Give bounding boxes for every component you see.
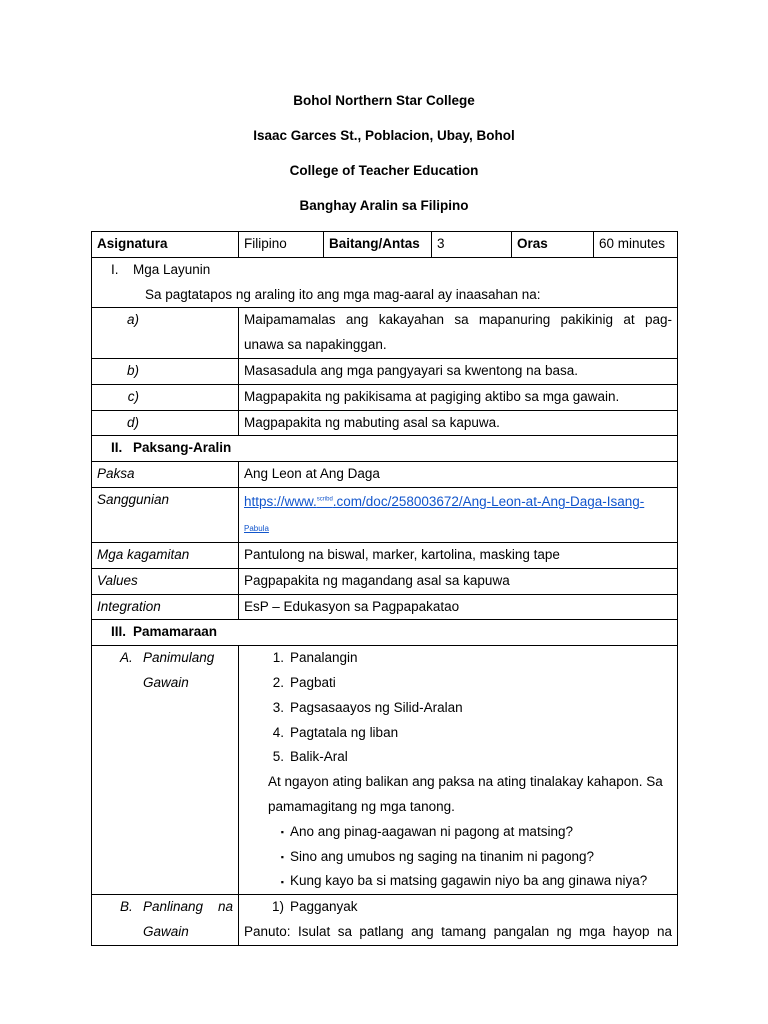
bullet-icon: ▪	[280, 826, 284, 837]
procedure-content	[239, 895, 678, 946]
lesson-plan-table	[91, 231, 678, 946]
grade-value: 3	[432, 232, 512, 258]
step-number: 5.	[272, 749, 284, 765]
review-paragraph-line: At ngayon ating balikan ang paksa na ating tinalakay kahapon. Sa	[268, 774, 663, 790]
objective-letter: d)	[92, 410, 239, 436]
sub-heading	[244, 895, 672, 920]
step-number: 3.	[272, 699, 284, 715]
step-item	[244, 721, 672, 746]
objective-letter: a)	[92, 308, 239, 359]
objectives-section	[92, 257, 678, 308]
question-item	[244, 820, 672, 845]
objective-row	[92, 384, 678, 410]
procedure-label	[92, 646, 239, 895]
question-item	[244, 869, 672, 894]
info-row	[92, 232, 678, 258]
section-title: Mga Layunin	[133, 261, 211, 277]
objective-row	[92, 358, 678, 384]
question-text: Kung kayo ba si matsing gagawin niyo ba ang ginawa niya?	[290, 873, 648, 889]
row-label: Values	[92, 568, 239, 594]
row-value: EsP – Edukasyon sa Pagpapakatao	[239, 594, 678, 620]
question-item	[244, 845, 672, 870]
college-address: Isaac Garces St., Poblacion, Ubay, Bohol	[253, 128, 515, 143]
bullet-icon: ▪	[280, 876, 284, 887]
step-text: Pagbati	[290, 675, 336, 691]
objective-text-line: unawa sa napakinggan.	[244, 337, 387, 353]
procedure-content	[239, 646, 678, 895]
objective-text-line: Maipamamalas ang kakayahan sa mapanuring pakikinig at pag-	[244, 312, 672, 328]
step-number: 4.	[272, 724, 284, 740]
row-value: Pagpapakita ng magandang asal sa kapuwa	[239, 568, 678, 594]
step-item	[244, 696, 672, 721]
instruction-text: Panuto: Isulat sa patlang ang tamang pangalan ng mga hayop na	[244, 924, 672, 940]
time-value: 60 minutes	[594, 232, 678, 258]
procedure-section	[92, 620, 678, 646]
procedure-label-line	[120, 895, 233, 920]
objective-letter: b)	[92, 358, 239, 384]
sub-number: 1)	[271, 899, 284, 915]
subject-label: Asignatura	[92, 232, 239, 258]
college-name: Bohol Northern Star College	[293, 93, 475, 108]
objectives-heading	[97, 258, 672, 283]
link-part: .com/doc/258003672/Ang-Leon-at-Ang-Daga-Isang-	[332, 494, 645, 510]
step-text: Panalangin	[290, 650, 358, 666]
subject-matter-row	[92, 462, 678, 488]
step-item	[244, 646, 672, 671]
row-value: Ang Leon at Ang Daga	[239, 462, 678, 488]
objective-text: Magpapakita ng pakikisama at pagiging aktibo sa mga gawain.	[239, 384, 678, 410]
review-paragraph-line: pamamagitang ng mga tanong.	[268, 799, 455, 815]
sub-heading-text: Pagganyak	[290, 899, 358, 915]
row-label: Sanggunian	[92, 487, 239, 542]
step-text: Balik-Aral	[290, 749, 348, 765]
procedure-label-text: Panimulang	[143, 650, 215, 666]
procedure-row	[92, 895, 678, 946]
procedure-letter: B.	[120, 899, 133, 915]
procedure-label-text: Panlinang na	[143, 899, 233, 915]
row-label: Paksa	[92, 462, 239, 488]
subject-matter-row	[92, 568, 678, 594]
subject-matter-row	[92, 543, 678, 569]
section-numeral: III.	[111, 624, 127, 640]
procedure-label-text: Gawain	[143, 675, 189, 691]
subject-matter-row	[92, 487, 678, 542]
subject-value: Filipino	[239, 232, 324, 258]
document-title: Banghay Aralin sa Filipino	[299, 198, 469, 213]
link-part: https://www.	[244, 494, 317, 510]
objectives-header	[92, 257, 678, 308]
procedure-heading	[92, 620, 678, 646]
row-label: Integration	[92, 594, 239, 620]
question-text: Sino ang umubos ng saging na tinanim ni pagong?	[290, 848, 594, 864]
row-value: Pantulong na biswal, marker, kartolina, masking tape	[239, 543, 678, 569]
objective-row	[92, 308, 678, 359]
question-text: Ano ang pinag-aagawan ni pagong at matsing?	[290, 823, 573, 839]
step-number: 2.	[272, 675, 284, 691]
subject-matter-section	[92, 436, 678, 462]
section-title: Paksang-Aralin	[133, 440, 232, 456]
procedure-label	[92, 895, 239, 946]
objective-text: Masasadula ang mga pangyayari sa kwentong na basa.	[239, 358, 678, 384]
step-item	[244, 671, 672, 696]
objective-text: Magpapakita ng mabuting asal sa kapuwa.	[239, 410, 678, 436]
time-label: Oras	[512, 232, 594, 258]
bullet-icon: ▪	[280, 851, 284, 862]
step-number: 1.	[272, 650, 284, 666]
department-name: College of Teacher Education	[289, 163, 479, 178]
objective-text	[239, 308, 678, 359]
section-numeral: II.	[111, 440, 123, 456]
objective-row	[92, 410, 678, 436]
subject-matter-heading	[92, 436, 678, 462]
step-text: Pagtatala ng liban	[290, 724, 399, 740]
section-numeral: I.	[111, 261, 119, 277]
procedure-label-text: Gawain	[143, 924, 189, 940]
subject-matter-row	[92, 594, 678, 620]
objective-letter: c)	[92, 384, 239, 410]
step-item	[244, 745, 672, 770]
grade-label: Baitang/Antas	[324, 232, 432, 258]
step-text: Pagsasaayos ng Silid-Aralan	[290, 699, 463, 715]
section-title: Pamamaraan	[133, 624, 218, 640]
row-label: Mga kagamitan	[92, 543, 239, 569]
reference-cell	[239, 487, 678, 542]
procedure-row	[92, 646, 678, 895]
procedure-label-line	[120, 646, 233, 671]
link-part: Pabula	[244, 524, 269, 534]
procedure-letter: A.	[120, 650, 133, 666]
reference-link[interactable]	[244, 494, 644, 534]
objectives-intro: Sa pagtatapos ng araling ito ang mga mag-aaral ay inaasahan na:	[145, 286, 541, 302]
link-superscript: scribd	[316, 496, 333, 503]
